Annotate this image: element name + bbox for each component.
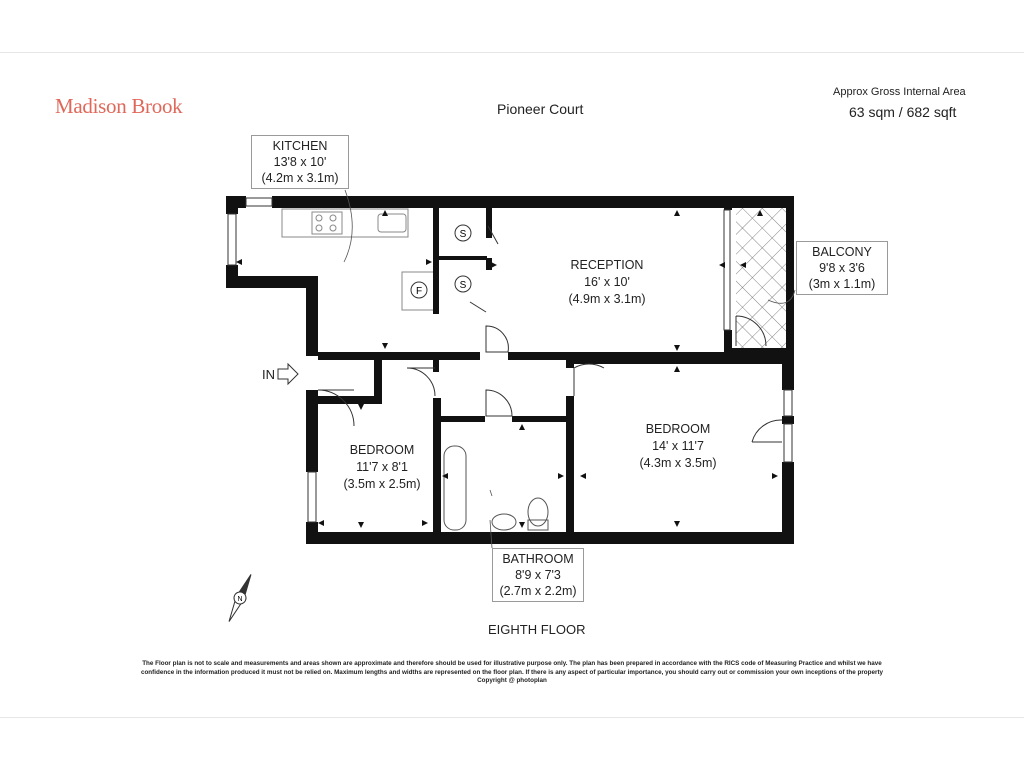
disclaimer-line-2: confidence in the information produced it must not be relied on. Maximum lengths and widths are represented on the floor plan. If there is any aspect of particular importance, you should carry out or commission your own inceptions of the property [140, 668, 884, 676]
disclaimer-line-3: Copyright @ photoplan [477, 677, 547, 685]
kitchen-worktop [282, 209, 408, 237]
reception-label [555, 257, 659, 308]
balcony-label [796, 241, 888, 295]
fridge-label: F [415, 286, 423, 297]
bedroom-left-label [330, 442, 434, 493]
bathroom-name: BATHROOM [502, 552, 574, 566]
area-label: Approx Gross Internal Area [833, 86, 966, 98]
reception-size-metric: (4.9m x 3.1m) [568, 292, 646, 306]
bedroom-right-size-metric: (4.3m x 3.5m) [639, 456, 717, 470]
entrance-arrow-icon [278, 364, 298, 384]
reception-size-imperial: 16' x 10' [584, 275, 630, 289]
balcony-size-imperial: 9'8 x 3'6 [819, 261, 865, 275]
reception-name: RECEPTION [570, 258, 644, 272]
basin [492, 514, 516, 530]
property-title: Pioneer Court [497, 101, 584, 117]
disclaimer [60, 660, 964, 686]
storage-label-1: S [459, 229, 467, 240]
kitchen-size-metric: (4.2m x 3.1m) [261, 171, 339, 185]
kitchen-label [251, 135, 349, 189]
sink [378, 214, 406, 232]
door-swings [318, 226, 782, 442]
compass-label: N [237, 596, 243, 603]
floor-label: EIGHTH FLOOR [488, 622, 586, 637]
bathroom-size-imperial: 8'9 x 7'3 [515, 568, 561, 582]
balcony-size-metric: (3m x 1.1m) [808, 277, 876, 291]
bedroom-right-name: BEDROOM [645, 422, 711, 436]
walls [226, 196, 794, 544]
kitchen-size-imperial: 13'8 x 10' [273, 155, 327, 169]
entrance-label: IN [262, 367, 275, 382]
kitchen-name: KITCHEN [272, 139, 328, 153]
bathroom-size-metric: (2.7m x 2.2m) [499, 584, 577, 598]
measurement-markers [236, 210, 778, 528]
bathroom-label [492, 548, 584, 602]
area-value: 63 sqm / 682 sqft [849, 104, 957, 120]
storage-label-2: S [459, 280, 467, 291]
toilet [528, 498, 548, 526]
bedroom-left-size-imperial: 11'7 x 8'1 [356, 460, 408, 474]
bedroom-left-name: BEDROOM [349, 443, 415, 457]
bath [444, 446, 466, 530]
balcony-name: BALCONY [812, 245, 872, 259]
hob [312, 212, 342, 234]
brand-logo: Madison Brook [55, 94, 183, 118]
bedroom-right-size-imperial: 14' x 11'7 [652, 439, 704, 453]
disclaimer-line-1: The Floor plan is not to scale and measurements and areas shown are approximate and therefore should be used for illustrative purpose only. The plan has been prepared in accordance with the RICS code of Measuring Practice and whilst we have [142, 660, 882, 667]
bedroom-left-size-metric: (3.5m x 2.5m) [343, 477, 421, 491]
bedroom-right-label [626, 421, 730, 472]
